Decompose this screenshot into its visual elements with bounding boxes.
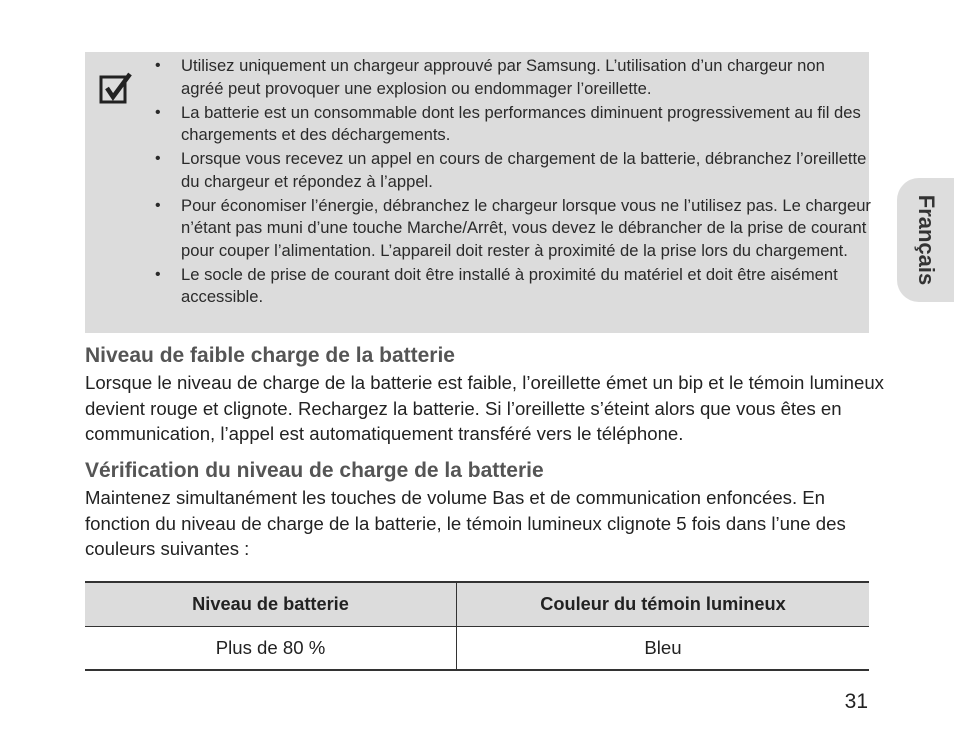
cell-led-color: Bleu	[457, 627, 870, 671]
note-box	[85, 52, 869, 333]
note-item: • Lorsque vous recevez un appel en cours de chargement de la batterie, débranchez l’oreillette du chargeur et répondez à l’appel.	[155, 148, 871, 193]
note-list	[155, 55, 871, 310]
page-number: 31	[844, 690, 868, 713]
column-header-led-color: Couleur du témoin lumineux	[457, 582, 870, 627]
section-text-check-level: Maintenez simultanément les touches de volume Bas et de communication enfoncées. En fonction du niveau de charge de la batterie, le témoin lumineux clignote 5 fois dans l’une des couleurs suivantes :	[85, 487, 846, 559]
section-heading-check-level: Vérification du niveau de charge de la batterie	[85, 459, 544, 482]
section-heading-low-charge: Niveau de faible charge de la batterie	[85, 344, 455, 367]
battery-level-table	[85, 581, 869, 671]
section-text-low-charge: Lorsque le niveau de charge de la batterie est faible, l’oreillette émet un bip et le témoin lumineux devient rouge et clignote. Rechargez la batterie. Si l’oreillette s’éteint alors que vous êtes en communication, l’appel est automatiquement transféré vers le téléphone.	[85, 372, 884, 444]
note-item: • Pour économiser l’énergie, débranchez le chargeur lorsque vous ne l’utilisez pas. Le chargeur n’étant pas muni d’une touche Marche/Arrêt, vous devez le débrancher de la prise de courant pour couper l’alimentation. L’appareil doit rester à proximité de la prise lors du chargement.	[155, 195, 871, 263]
note-item: • Le socle de prise de courant doit être installé à proximité du matériel et doit être aisément accessible.	[155, 264, 871, 309]
cell-battery-level: Plus de 80 %	[85, 627, 457, 671]
language-tab	[897, 178, 954, 302]
language-tab-label: Français	[913, 194, 939, 286]
column-header-battery-level: Niveau de batterie	[85, 582, 457, 627]
table-header-row	[85, 582, 869, 627]
checkbox-checked-icon	[99, 71, 133, 105]
note-item: • La batterie est un consommable dont les performances diminuent progressivement au fil des chargements et des déchargements.	[155, 102, 871, 147]
table-row	[85, 627, 869, 671]
note-item: • Utilisez uniquement un chargeur approuvé par Samsung. L’utilisation d’un chargeur non agréé peut provoquer une explosion ou endommager l’oreillette.	[155, 55, 871, 100]
